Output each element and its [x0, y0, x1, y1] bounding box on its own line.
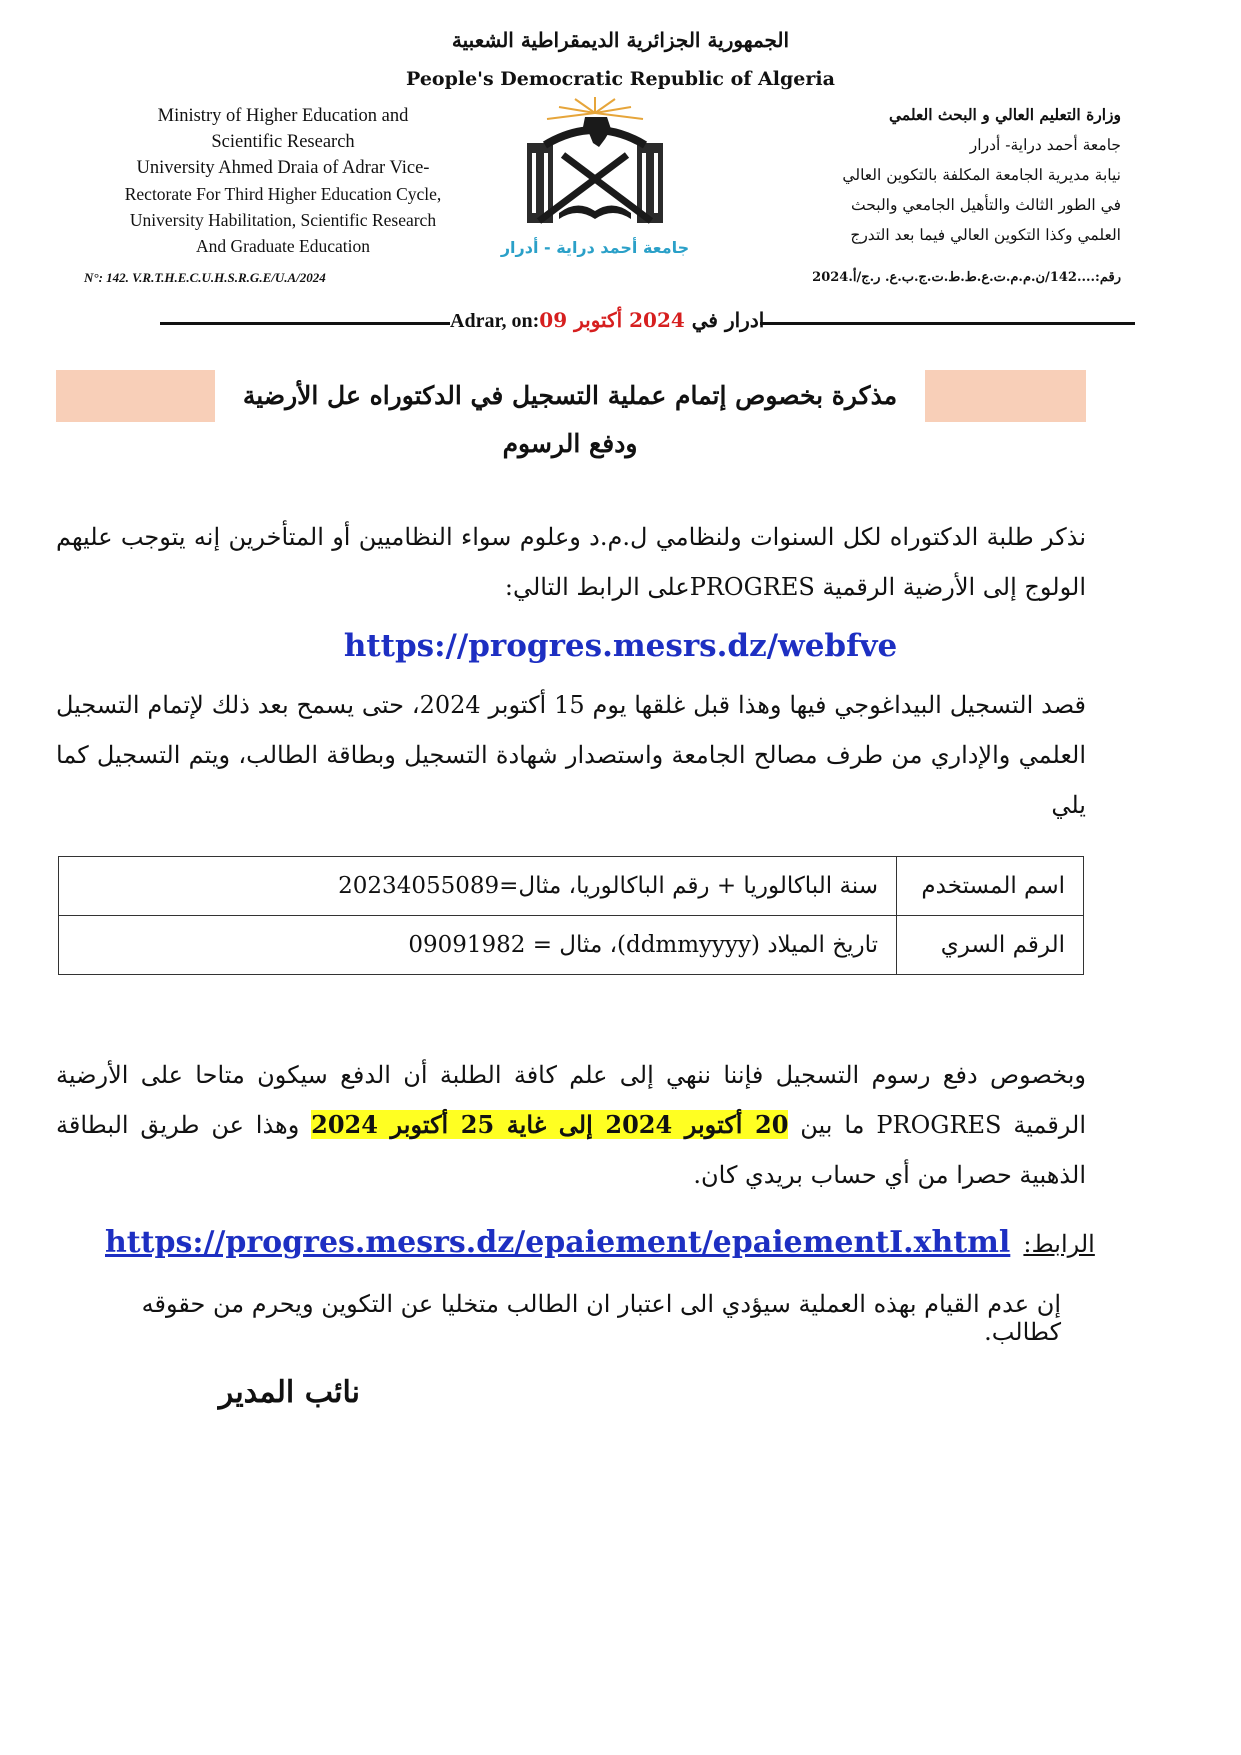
credential-key: الرقم السري	[897, 916, 1084, 975]
credentials-table	[58, 856, 1084, 975]
reference-number-english: N°: 142. V.R.T.H.E.C.U.H.S.R.G.E/U.A/2024	[84, 270, 326, 285]
epaiement-link[interactable]: https://progres.mesrs.dz/epaiement/epaiementI.xhtml	[105, 1225, 1011, 1260]
table-row	[59, 916, 1084, 975]
en-line: Rectorate For Third Higher Education Cycle,	[124, 184, 442, 204]
republic-english: People's Democratic Republic of Algeria	[406, 68, 835, 90]
warning-text: إن عدم القيام بهذه العملية سيؤدي الى اعتبار ان الطالب متخليا عن التكوين ويحرم من حقوقه كطالب.	[141, 1290, 1061, 1346]
date-line	[450, 308, 764, 333]
ar-line: جامعة أحمد دراية- أدرار	[969, 136, 1121, 154]
credential-value: تاريخ الميلاد (ddmmyyyy)، مثال = 09091982	[59, 916, 897, 975]
credential-key: اسم المستخدم	[897, 857, 1084, 916]
link-webfve-row	[0, 628, 1241, 664]
en-line: Scientific Research	[211, 132, 355, 152]
logo-caption: جامعة أحمد دراية - أدرار	[500, 238, 690, 257]
ar-line: العلمي وكذا التكوين العالي فيما بعد التدرج	[850, 226, 1121, 244]
payment-text-a: وبخصوص دفع رسوم التسجيل فإننا ننهي إلى علم كافة الطلبة أن الدفع سيكون متاحا على الأرضية الرقمية PROGRES ما بين	[56, 1061, 1087, 1139]
divider-right	[760, 322, 1135, 325]
paragraph-registration: قصد التسجيل البيداغوجي فيها وهذا قبل غلقها يوم 15 أكتوبر 2024، حتى يسمح بعد ذلك لإتمام التسجيل العلمي والإداري من طرف مصالح الجامعة واستصدار شهادة التسجيل وبطاقة الطالب، ويتم التسجيل كما يلي	[56, 691, 1086, 819]
divider-left	[160, 322, 450, 325]
memo-title: مذكرة بخصوص إتمام عملية التسجيل في الدكتوراه عل الأرضية ودفع الرسوم	[242, 381, 898, 458]
paragraph-payment	[56, 1050, 1086, 1200]
ministry-english-block	[78, 103, 488, 259]
university-logo	[500, 95, 690, 270]
payment-highlight: 20 أكتوبر 2024 إلى غاية 25 أكتوبر 2024	[311, 1110, 789, 1139]
signature-title: نائب المدير	[218, 1375, 360, 1410]
paragraph-intro: نذكر طلبة الدكتوراه لكل السنوات ولنظامي ل.م.د وعلوم سواء النظاميين أو المتأخرين إنه يتوجب عليهم الولوج إلى الأرضية الرقمية PROGRESعلى الرابط التالي:	[56, 523, 1086, 601]
signature-block	[140, 1375, 360, 1421]
date-prefix: Adrar, on:	[450, 310, 540, 332]
credential-value: سنة الباكالوريا + رقم الباكالوريا، مثال=20234055089	[59, 857, 897, 916]
logo-emblem-icon	[500, 95, 690, 270]
link-epaiement-row	[105, 1225, 1095, 1260]
date-suffix: ادرار في	[691, 308, 765, 332]
link-label: الرابط:	[1023, 1230, 1095, 1258]
republic-arabic: الجمهورية الجزائرية الديمقراطية الشعبية	[451, 28, 790, 52]
en-line: Ministry of Higher Education and	[157, 106, 409, 126]
table-row	[59, 857, 1084, 916]
progres-webfve-link[interactable]: https://progres.mesrs.dz/webfve	[343, 628, 898, 664]
ar-line: نيابة مديرية الجامعة المكلفة بالتكوين العالي	[842, 166, 1121, 184]
ministry-arabic-block	[741, 100, 1121, 250]
en-line: And Graduate Education	[196, 236, 370, 256]
reference-number-arabic: رقم:....142/ن.م.م.ت.ع.ط.ط.ت.ج.ب.ع. ر.ج/أ.2024	[812, 270, 1121, 285]
ar-line: في الطور الثالث والتأهيل الجامعي والبحث	[851, 196, 1121, 214]
date-value: 2024 أكتوبر 09	[539, 308, 685, 332]
ar-line: وزارة التعليم العالي و البحث العلمي	[889, 105, 1121, 124]
en-line: University Ahmed Draia of Adrar Vice-	[136, 158, 430, 178]
payment-text-b: وهذا عن طريق البطاقة الذهبية حصرا من أي حساب بريدي كان.	[56, 1111, 1086, 1189]
en-line: University Habilitation, Scientific Research	[129, 210, 437, 230]
